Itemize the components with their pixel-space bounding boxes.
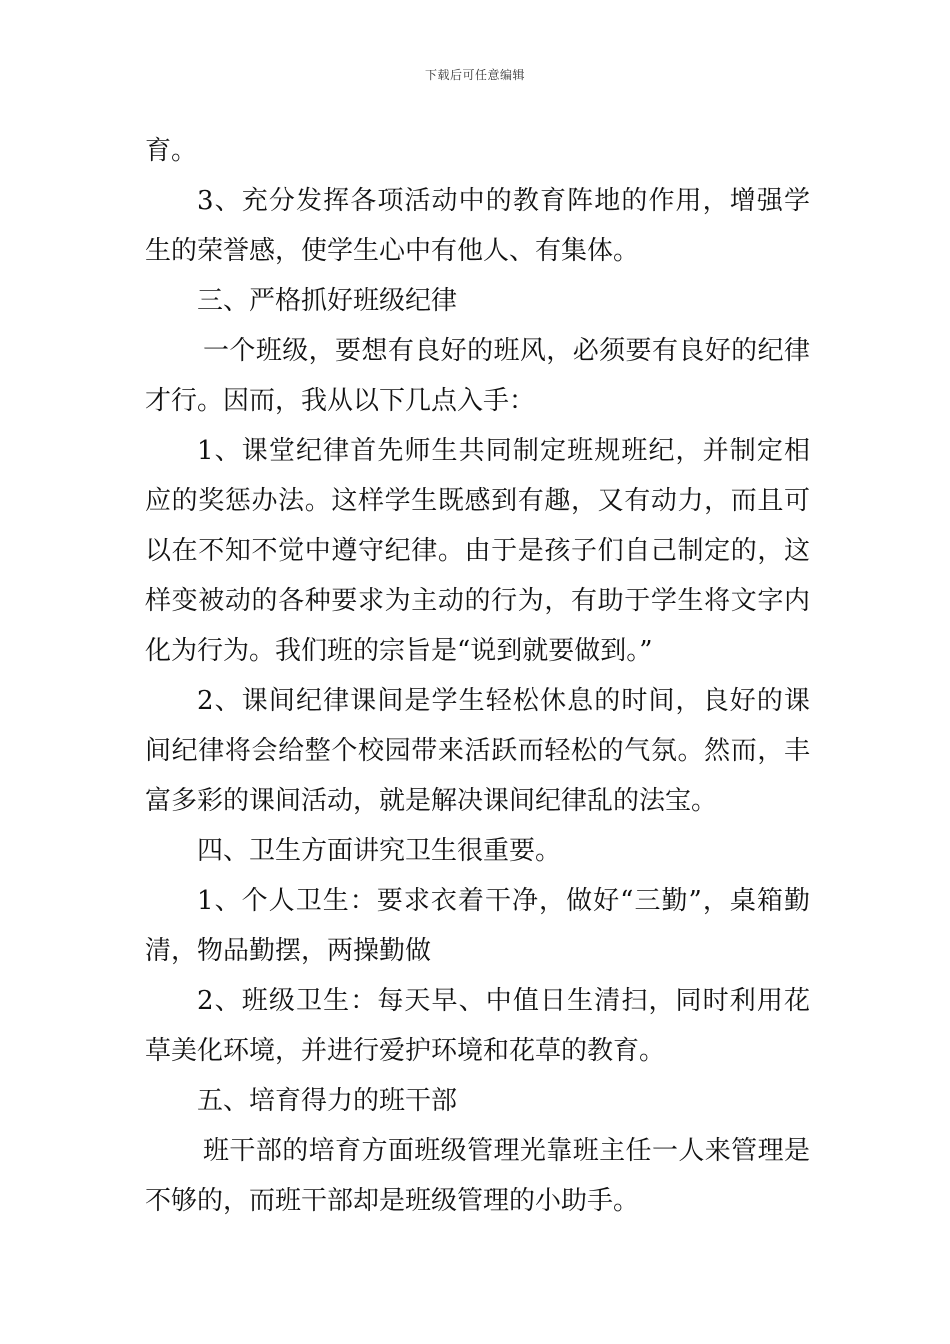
paragraph-9: 2、班级卫生：每天早、中值日生清扫，同时利用花草美化环境，并进行爱护环境和花草的教育。	[145, 986, 810, 1066]
section-heading-4: 四、卫生方面讲究卫生很重要。	[197, 836, 562, 866]
paragraph-1: 育。	[145, 136, 198, 166]
paragraph-5: 1、课堂纪律首先师生共同制定班规班纪，并制定相应的奖惩办法。这样学生既感到有趣，又有动力，而且可以在不知不觉中遵守纪律。由于是孩子们自己制定的，这样变被动的各种要求为主动的行为，有助于学生将文字内化为行为。我们班的宗旨是“说到就要做到。”	[145, 436, 810, 666]
paragraph-8: 1、个人卫生：要求衣着干净，做好“三勤”，桌箱勤清，物品勤摆，两操勤做	[145, 886, 810, 966]
paragraph-6: 2、课间纪律课间是学生轻松休息的时间，良好的课间纪律将会给整个校园带来活跃而轻松的气氛。然而，丰富多彩的课间活动，就是解决课间纪律乱的法宝。	[145, 686, 810, 816]
paragraph-4: 一个班级，要想有良好的班风，必须要有良好的纪律才行。因而，我从以下几点入手：	[145, 336, 810, 416]
header-note: 下载后可任意编辑	[424, 68, 525, 82]
section-heading-3: 三、严格抓好班级纪律	[197, 286, 458, 316]
paragraph-11: 班干部的培育方面班级管理光靠班主任一人来管理是不够的，而班干部却是班级管理的小助手。	[145, 1136, 810, 1216]
section-heading-5: 五、培育得力的班干部	[197, 1086, 458, 1116]
document-body	[145, 126, 810, 1226]
paragraph-2: 3、充分发挥各项活动中的教育阵地的作用，增强学生的荣誉感，使学生心中有他人、有集体。	[145, 186, 810, 266]
